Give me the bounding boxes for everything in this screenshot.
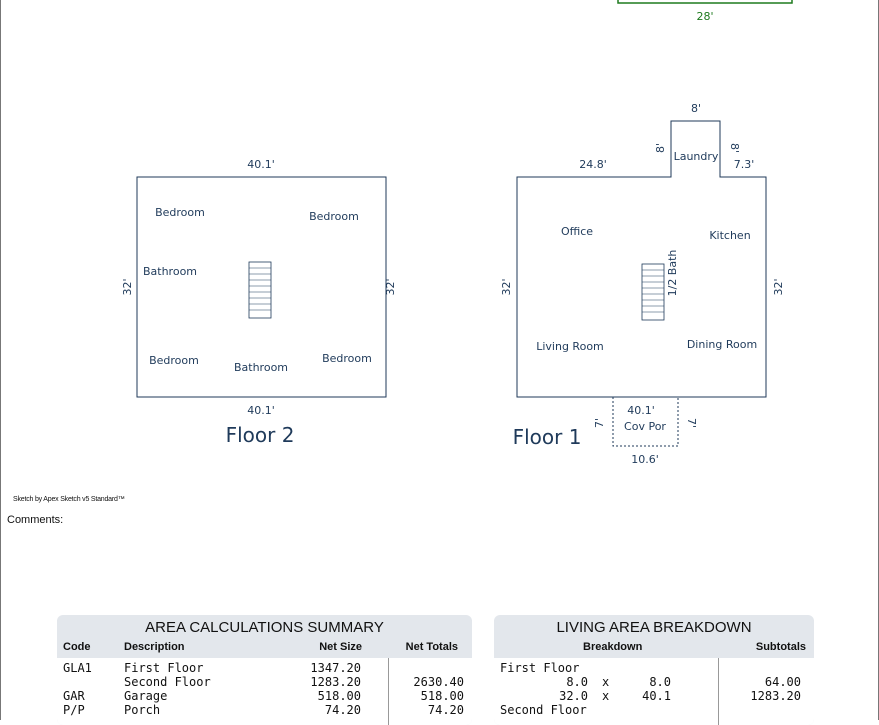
floor1-room-label: Dining Room: [686, 338, 758, 351]
living-area-body: [494, 658, 814, 725]
laundry-label: Laundry: [673, 150, 719, 163]
sketch-credit: Sketch by Apex Sketch v5 Standard™: [13, 496, 125, 503]
table-row: 8.0 x 8.0 64.00: [566, 675, 801, 689]
floor2-room-label: Bathroom: [233, 361, 289, 374]
floor1-room-label: Living Room: [536, 340, 604, 353]
floor1-dim-top-left: 24.8': [579, 158, 607, 171]
table-row: GLA1 First Floor 1347.20: [63, 661, 361, 675]
floor1-dim-left: 32': [500, 278, 513, 296]
area-summary-header: [57, 639, 472, 657]
floor2-plan: [121, 158, 397, 447]
column-divider: [718, 658, 719, 725]
col-subtotals-header: Subtotals: [755, 641, 806, 653]
floor1-room-label: Kitchen: [709, 229, 751, 242]
col-breakdown-header: Breakdown: [583, 641, 643, 653]
floor2-dim-bottom: 40.1': [247, 404, 275, 417]
porch-dim-right: 7': [685, 417, 698, 429]
area-calculations-panel: [57, 615, 472, 725]
living-area-panel: [494, 615, 814, 725]
table-row: P/P Porch 74.20 74.20: [63, 703, 464, 717]
col-net-totals-header: Net Totals: [405, 641, 458, 653]
floor1-room-label: 1/2 Bath: [666, 249, 679, 297]
table-row: GAR Garage 518.00 518.00: [63, 689, 464, 703]
laundry-dim-top: 8': [690, 102, 702, 115]
laundry-dim-right: 8': [728, 142, 741, 154]
col-code-header: Code: [63, 641, 91, 653]
floor1-room-label: Office: [560, 225, 594, 238]
floor2-room-label: Bedroom: [309, 210, 359, 223]
stairs-icon: [642, 264, 664, 320]
living-area-header: [494, 639, 814, 657]
table-row: Second Floor 1283.20 2630.40: [124, 675, 464, 689]
area-summary-title: AREA CALCULATIONS SUMMARY: [145, 619, 384, 636]
table-row: First Floor: [500, 661, 580, 675]
comments-label: Comments:: [7, 514, 64, 526]
floor2-room-label: Bathroom: [142, 265, 198, 278]
floor1-title: Floor 1: [512, 425, 582, 449]
floor1-dim-right: 32': [772, 278, 785, 296]
table-row: Second Floor: [500, 703, 587, 717]
floor2-dim-left: 32': [121, 278, 134, 296]
floor2-dim-right: 32': [384, 278, 397, 296]
floor2-room-label: Bedroom: [322, 352, 372, 365]
floor2-room-label: Bedroom: [149, 354, 199, 367]
stairs-icon: [249, 262, 271, 318]
porch-dim-left: 7': [593, 417, 606, 429]
garage-dim: 28': [696, 10, 714, 23]
laundry-dim-left: 8': [654, 142, 667, 154]
floor1-outline: [517, 121, 766, 397]
garage-outline: [618, 0, 792, 3]
floor2-dim-top: 40.1': [247, 158, 275, 171]
floor2-room-label: Bedroom: [155, 206, 205, 219]
porch-dim-top: 40.1': [627, 404, 655, 417]
porch-dim-bottom: 10.6': [631, 453, 659, 466]
col-net-size-header: Net Size: [319, 641, 362, 653]
porch-label: Cov Por: [624, 420, 666, 433]
floor1-dim-top-right: 7.3': [733, 158, 755, 171]
area-summary-body: [57, 658, 472, 725]
floor1-plan: [500, 102, 785, 466]
table-row: 32.0 x 40.1 1283.20: [559, 689, 801, 703]
col-description-header: Description: [124, 641, 185, 653]
living-area-title: LIVING AREA BREAKDOWN: [556, 619, 752, 636]
floor2-title: Floor 2: [225, 423, 295, 447]
column-divider: [388, 658, 389, 725]
